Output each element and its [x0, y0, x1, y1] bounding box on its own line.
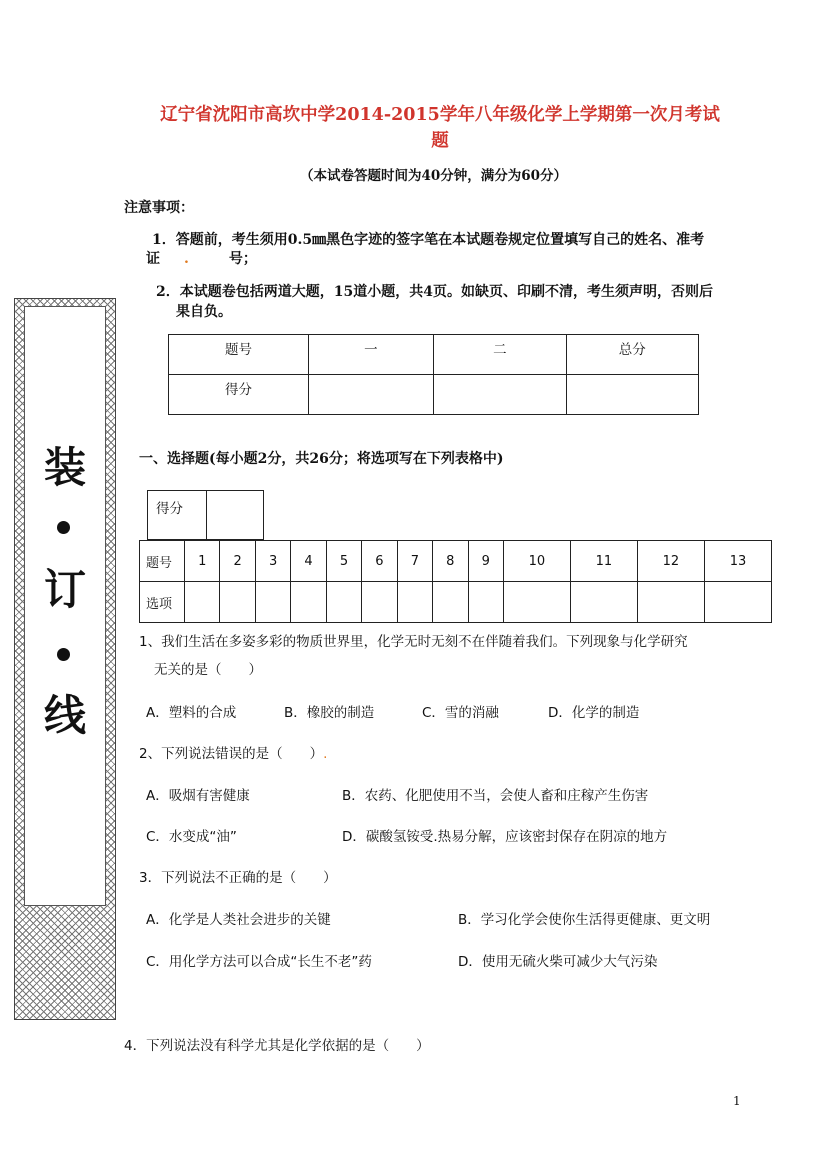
binding-dot-icon: [57, 648, 70, 661]
score-table: [168, 334, 699, 415]
answer-cell[interactable]: [185, 582, 220, 623]
answer-cell[interactable]: [637, 582, 704, 623]
answer-cell[interactable]: [362, 582, 397, 623]
question-2-option-c: C．水变成“油”: [146, 829, 237, 845]
question-4-stem: 4．下列说法没有科学尤其是化学依据的是（ ）: [124, 1038, 430, 1054]
answer-number: 5: [326, 541, 361, 582]
answer-number: 11: [570, 541, 637, 582]
answer-number: 7: [397, 541, 432, 582]
answer-cell[interactable]: [570, 582, 637, 623]
score-header-cell: 一: [308, 335, 433, 375]
score-row-label: 得分: [169, 375, 309, 415]
answer-cell[interactable]: [397, 582, 432, 623]
answer-number: 6: [362, 541, 397, 582]
answer-number: 10: [503, 541, 570, 582]
score-cell[interactable]: [566, 375, 698, 415]
note-1-text-b: 号；: [228, 251, 257, 267]
score-cell[interactable]: [434, 375, 566, 415]
answer-number: 12: [637, 541, 704, 582]
question-1-option-b: B．橡胶的制造: [284, 705, 375, 721]
question-1-option-c: C．雪的消融: [422, 705, 499, 721]
question-1-option-d: D．化学的制造: [548, 705, 640, 721]
question-2-option-a: A．吸烟有害健康: [146, 788, 250, 804]
question-1-stem-cont: 无关的是（ ）: [154, 662, 262, 678]
answer-cell[interactable]: [704, 582, 771, 623]
answer-number: 13: [704, 541, 771, 582]
answer-cell[interactable]: [255, 582, 290, 623]
note-1-text-a: 证: [146, 251, 160, 267]
binding-char-zhuang: 装: [43, 443, 86, 492]
note-1-dot: .: [184, 251, 189, 267]
note-1-line-2: [146, 248, 257, 270]
answer-number: 4: [291, 541, 326, 582]
question-3-option-a: A．化学是人类社会进步的关键: [146, 912, 331, 928]
section-score-cell[interactable]: [206, 491, 263, 540]
section-score-box: [147, 490, 264, 540]
question-3-option-c: C．用化学方法可以合成“长生不老”药: [146, 954, 372, 970]
score-cell[interactable]: [308, 375, 433, 415]
document-title: [120, 102, 760, 154]
score-table-header-row: [169, 335, 699, 375]
score-header-cell: 题号: [169, 335, 309, 375]
question-2-stem-text: 2、下列说法错误的是（ ）: [139, 746, 324, 762]
question-1-stem: 1、我们生活在多姿多彩的物质世界里，化学无时无刻不在伴随着我们。下列现象与化学研究: [139, 634, 688, 650]
answer-row-label: 题号: [140, 541, 185, 582]
question-2-option-d: D．碳酸氢铵受.热易分解，应该密封保存在阴凉的地方: [342, 829, 668, 845]
answer-number-row: [140, 541, 772, 582]
answer-number: 1: [185, 541, 220, 582]
binding-char-ding: 订: [43, 565, 86, 614]
score-header-cell: 总分: [566, 335, 698, 375]
score-header-cell: 二: [434, 335, 566, 375]
notes-heading: 注意事项：: [124, 200, 194, 216]
title-line-2: 题: [431, 131, 449, 151]
answer-row-label: 选项: [140, 582, 185, 623]
answer-table: [139, 540, 772, 623]
question-1-option-a: A．塑料的合成: [146, 705, 237, 721]
question-2-stem: [139, 743, 327, 765]
question-3-option-b: B．学习化学会使你生活得更健康、更文明: [458, 912, 711, 928]
note-2-line-2: 果自负。: [176, 304, 232, 320]
answer-choice-row: [140, 582, 772, 623]
binding-dot-icon: [57, 521, 70, 534]
answer-cell[interactable]: [503, 582, 570, 623]
answer-cell[interactable]: [291, 582, 326, 623]
question-2-dot: .: [323, 746, 328, 762]
answer-number: 3: [255, 541, 290, 582]
answer-cell[interactable]: [433, 582, 468, 623]
answer-number: 8: [433, 541, 468, 582]
answer-cell[interactable]: [220, 582, 255, 623]
title-line-1: 辽宁省沈阳市高坎中学2014-2015学年八年级化学上学期第一次月考试: [160, 105, 720, 125]
score-table-row: [169, 375, 699, 415]
answer-number: 2: [220, 541, 255, 582]
exam-duration-note: （本试卷答题时间为40分钟，满分为60分）: [299, 168, 568, 184]
answer-cell[interactable]: [326, 582, 361, 623]
answer-cell[interactable]: [468, 582, 503, 623]
section-1-heading: 一、选择题(每小题2分，共26分；将选项写在下列表格中): [139, 451, 504, 467]
note-2-line-1: 2．本试题卷包括两道大题，15道小题，共4页。如缺页、印刷不清，考生须声明，否则后: [156, 284, 713, 300]
page-number: 1: [733, 1094, 741, 1108]
note-1-line-1: 1．答题前，考生须用0.5㎜黑色字迹的签字笔在本试题卷规定位置填写自己的姓名、准考: [152, 232, 705, 248]
question-3-stem: 3．下列说法不正确的是（ ）: [139, 870, 337, 886]
section-score-label: 得分: [148, 491, 207, 540]
binding-char-xian: 线: [43, 691, 86, 740]
question-3-option-d: D．使用无硫火柴可减少大气污染: [458, 954, 658, 970]
answer-number: 9: [468, 541, 503, 582]
question-2-option-b: B．农药、化肥使用不当，会使人畜和庄稼产生伤害: [342, 788, 649, 804]
